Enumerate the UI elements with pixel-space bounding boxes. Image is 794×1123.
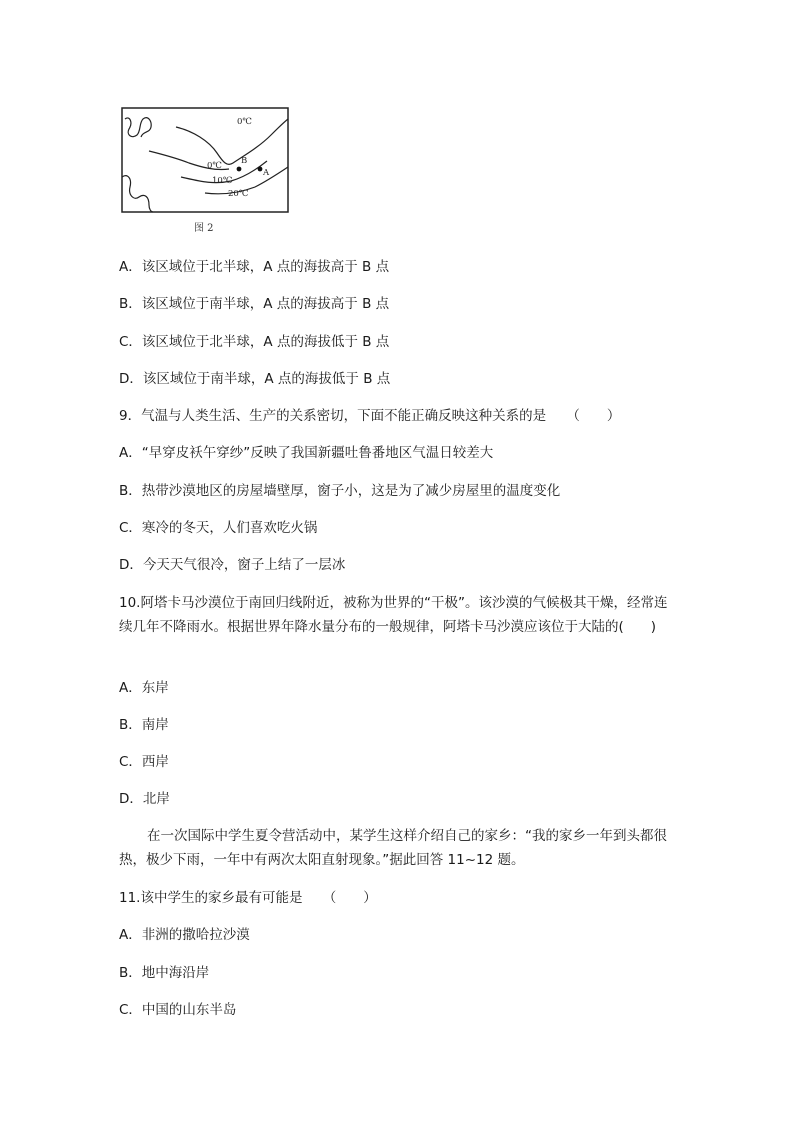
q11-option-b: B．地中海沿岸 [119, 965, 210, 981]
isotherm-figure [121, 107, 289, 213]
q10-option-a: A．东岸 [119, 680, 169, 696]
passage: 在一次国际中学生夏令营活动中，某学生这样介绍自己的家乡：“我的家乡一年到头都很热，极少下雨，一年中有两次太阳直射现象。”据此回答 11~12 题。 [119, 828, 667, 868]
label-point-a: A [263, 168, 270, 178]
q11-option-a: A．非洲的撒哈拉沙漠 [119, 927, 250, 943]
q8-option-a: A．该区域位于北半球，A 点的海拔高于 B 点 [119, 259, 390, 275]
label-iso-mid: 0℃ [207, 161, 222, 171]
q10-option-d: D．北岸 [119, 791, 170, 807]
label-point-b: B [241, 156, 248, 166]
q8-option-c: C．该区域位于北半球，A 点的海拔低于 B 点 [119, 334, 390, 350]
q10-option-b: B．南岸 [119, 717, 169, 733]
q10-stem: 10.阿塔卡马沙漠位于南回归线附近，被称为世界的“干极”。该沙漠的气候极其干燥，经常连续几年不降雨水。根据世界年降水量分布的一般规律，阿塔卡马沙漠应该位于大陆的( ) [119, 595, 668, 635]
q9-option-c: C．寒冷的冬天，人们喜欢吃火锅 [119, 520, 318, 536]
label-iso-20: 20℃ [228, 189, 249, 199]
isotherm-map [121, 107, 289, 213]
point-b-dot [237, 167, 242, 172]
q10-option-c: C．西岸 [119, 754, 169, 770]
q9-option-d: D．今天天气很冷，窗子上结了一层冰 [119, 557, 346, 573]
q8-option-b: B．该区域位于南半球，A 点的海拔高于 B 点 [119, 296, 390, 312]
q9-option-b: B．热带沙漠地区的房屋墙壁厚，窗子小，这是为了减少房屋里的温度变化 [119, 483, 561, 499]
label-iso-10: 10℃ [212, 176, 233, 186]
q9-stem: 9．气温与人类生活、生产的关系密切，下面不能正确反映这种关系的是 （ ） [119, 408, 621, 424]
point-a-dot [258, 167, 263, 172]
q9-option-a: A．“早穿皮袄午穿纱”反映了我国新疆吐鲁番地区气温日较差大 [119, 445, 494, 461]
q11-option-c: C．中国的山东半岛 [119, 1002, 237, 1018]
figure-caption: 图 2 [194, 223, 214, 234]
q8-option-d: D．该区域位于南半球，A 点的海拔低于 B 点 [119, 371, 391, 387]
q11-stem: 11.该中学生的家乡最有可能是 （ ） [119, 890, 377, 906]
label-iso-top: 0℃ [237, 117, 252, 127]
